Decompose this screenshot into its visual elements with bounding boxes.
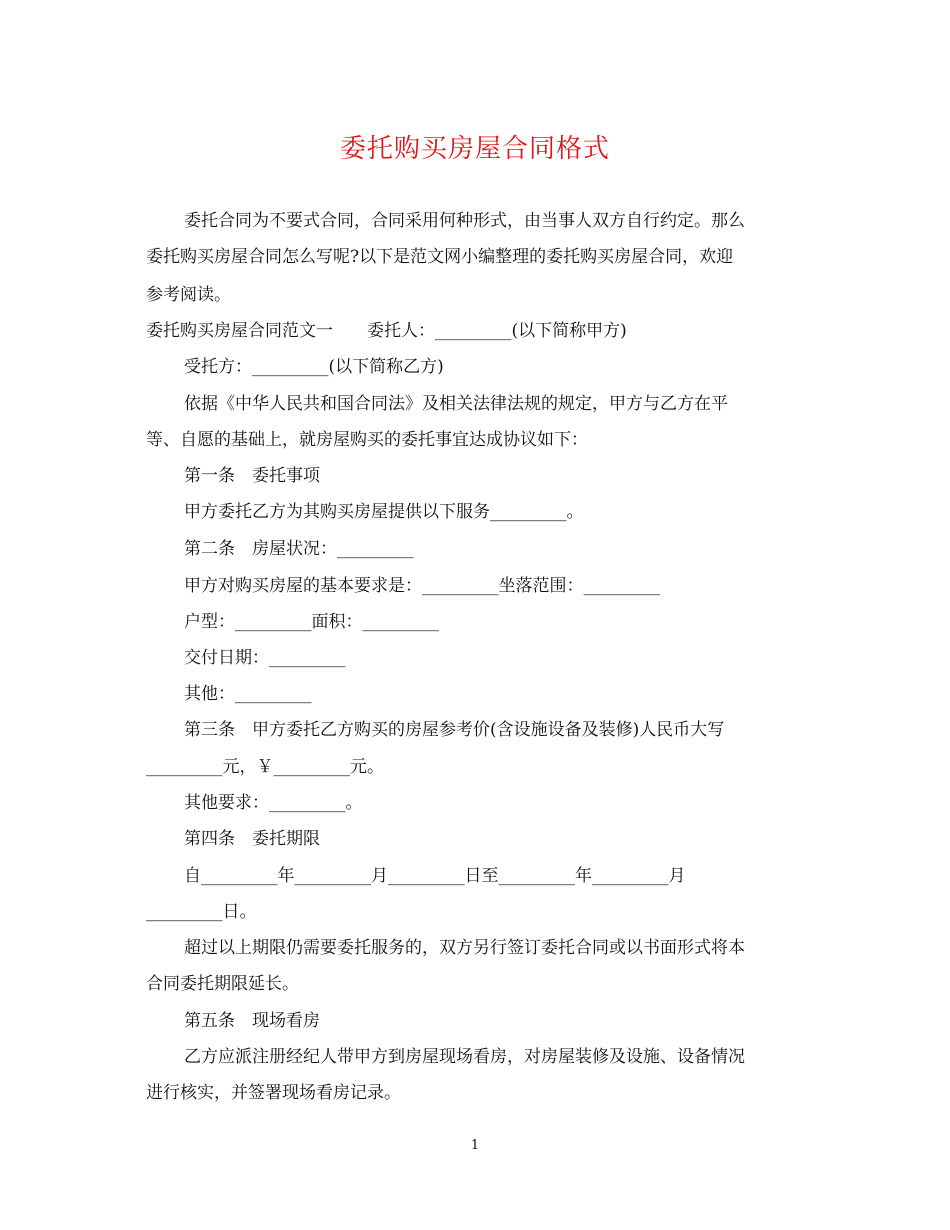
- body-line: 依据《中华人民共和国合同法》及相关法律法规的规定，甲方与乙方在平: [184, 394, 728, 414]
- body-line: 自_________年_________月_________日至_________年_________月: [184, 866, 686, 886]
- section-heading: 第二条 房屋状况：_________: [184, 539, 414, 559]
- body-line: 委托购买房屋合同范文一 委托人：_________(以下简称甲方): [146, 321, 627, 341]
- body-line: 超过以上期限仍需要委托服务的，双方另行签订委托合同或以书面形式将本: [184, 938, 745, 958]
- body-line: 乙方应派注册经纪人带甲方到房屋现场看房，对房屋装修及设施、设备情况: [184, 1047, 745, 1067]
- body-line: 进行核实，并签署现场看房记录。: [146, 1083, 401, 1103]
- body-line: _________元，￥_________元。: [146, 757, 384, 777]
- section-heading: 第五条 现场看房: [184, 1011, 320, 1031]
- section-heading: 第三条 甲方委托乙方购买的房屋参考价(含设施设备及装修)人民币大写: [184, 720, 725, 740]
- body-line: 其他要求：_________。: [184, 793, 363, 813]
- section-heading: 第四条 委托期限: [184, 829, 320, 849]
- body-line: 甲方对购买房屋的基本要求是：_________坐落范围：_________: [184, 576, 660, 596]
- body-line: 等、自愿的基础上，就房屋购买的委托事宜达成协议如下：: [146, 430, 588, 450]
- document-title: 委托购买房屋合同格式: [339, 134, 610, 164]
- body-line: 委托购买房屋合同怎么写呢?以下是范文网小编整理的委托购买房屋合同，欢迎: [146, 247, 734, 267]
- body-line: 受托方：_________(以下简称乙方): [184, 357, 444, 377]
- body-line: 参考阅读。: [146, 285, 231, 305]
- body-line: 合同委托期限延长。: [146, 974, 299, 994]
- body-line: _________日。: [146, 902, 257, 922]
- body-line: 委托合同为不要式合同，合同采用何种形式，由当事人双方自行约定。那么: [184, 211, 745, 231]
- page-number: 1: [470, 1138, 480, 1153]
- body-line: 其他：_________: [184, 684, 312, 704]
- body-line: 交付日期：_________: [184, 648, 346, 668]
- body-line: 户型：_________面积：_________: [184, 612, 439, 632]
- body-line: 甲方委托乙方为其购买房屋提供以下服务_________。: [184, 502, 584, 522]
- section-heading: 第一条 委托事项: [184, 466, 320, 486]
